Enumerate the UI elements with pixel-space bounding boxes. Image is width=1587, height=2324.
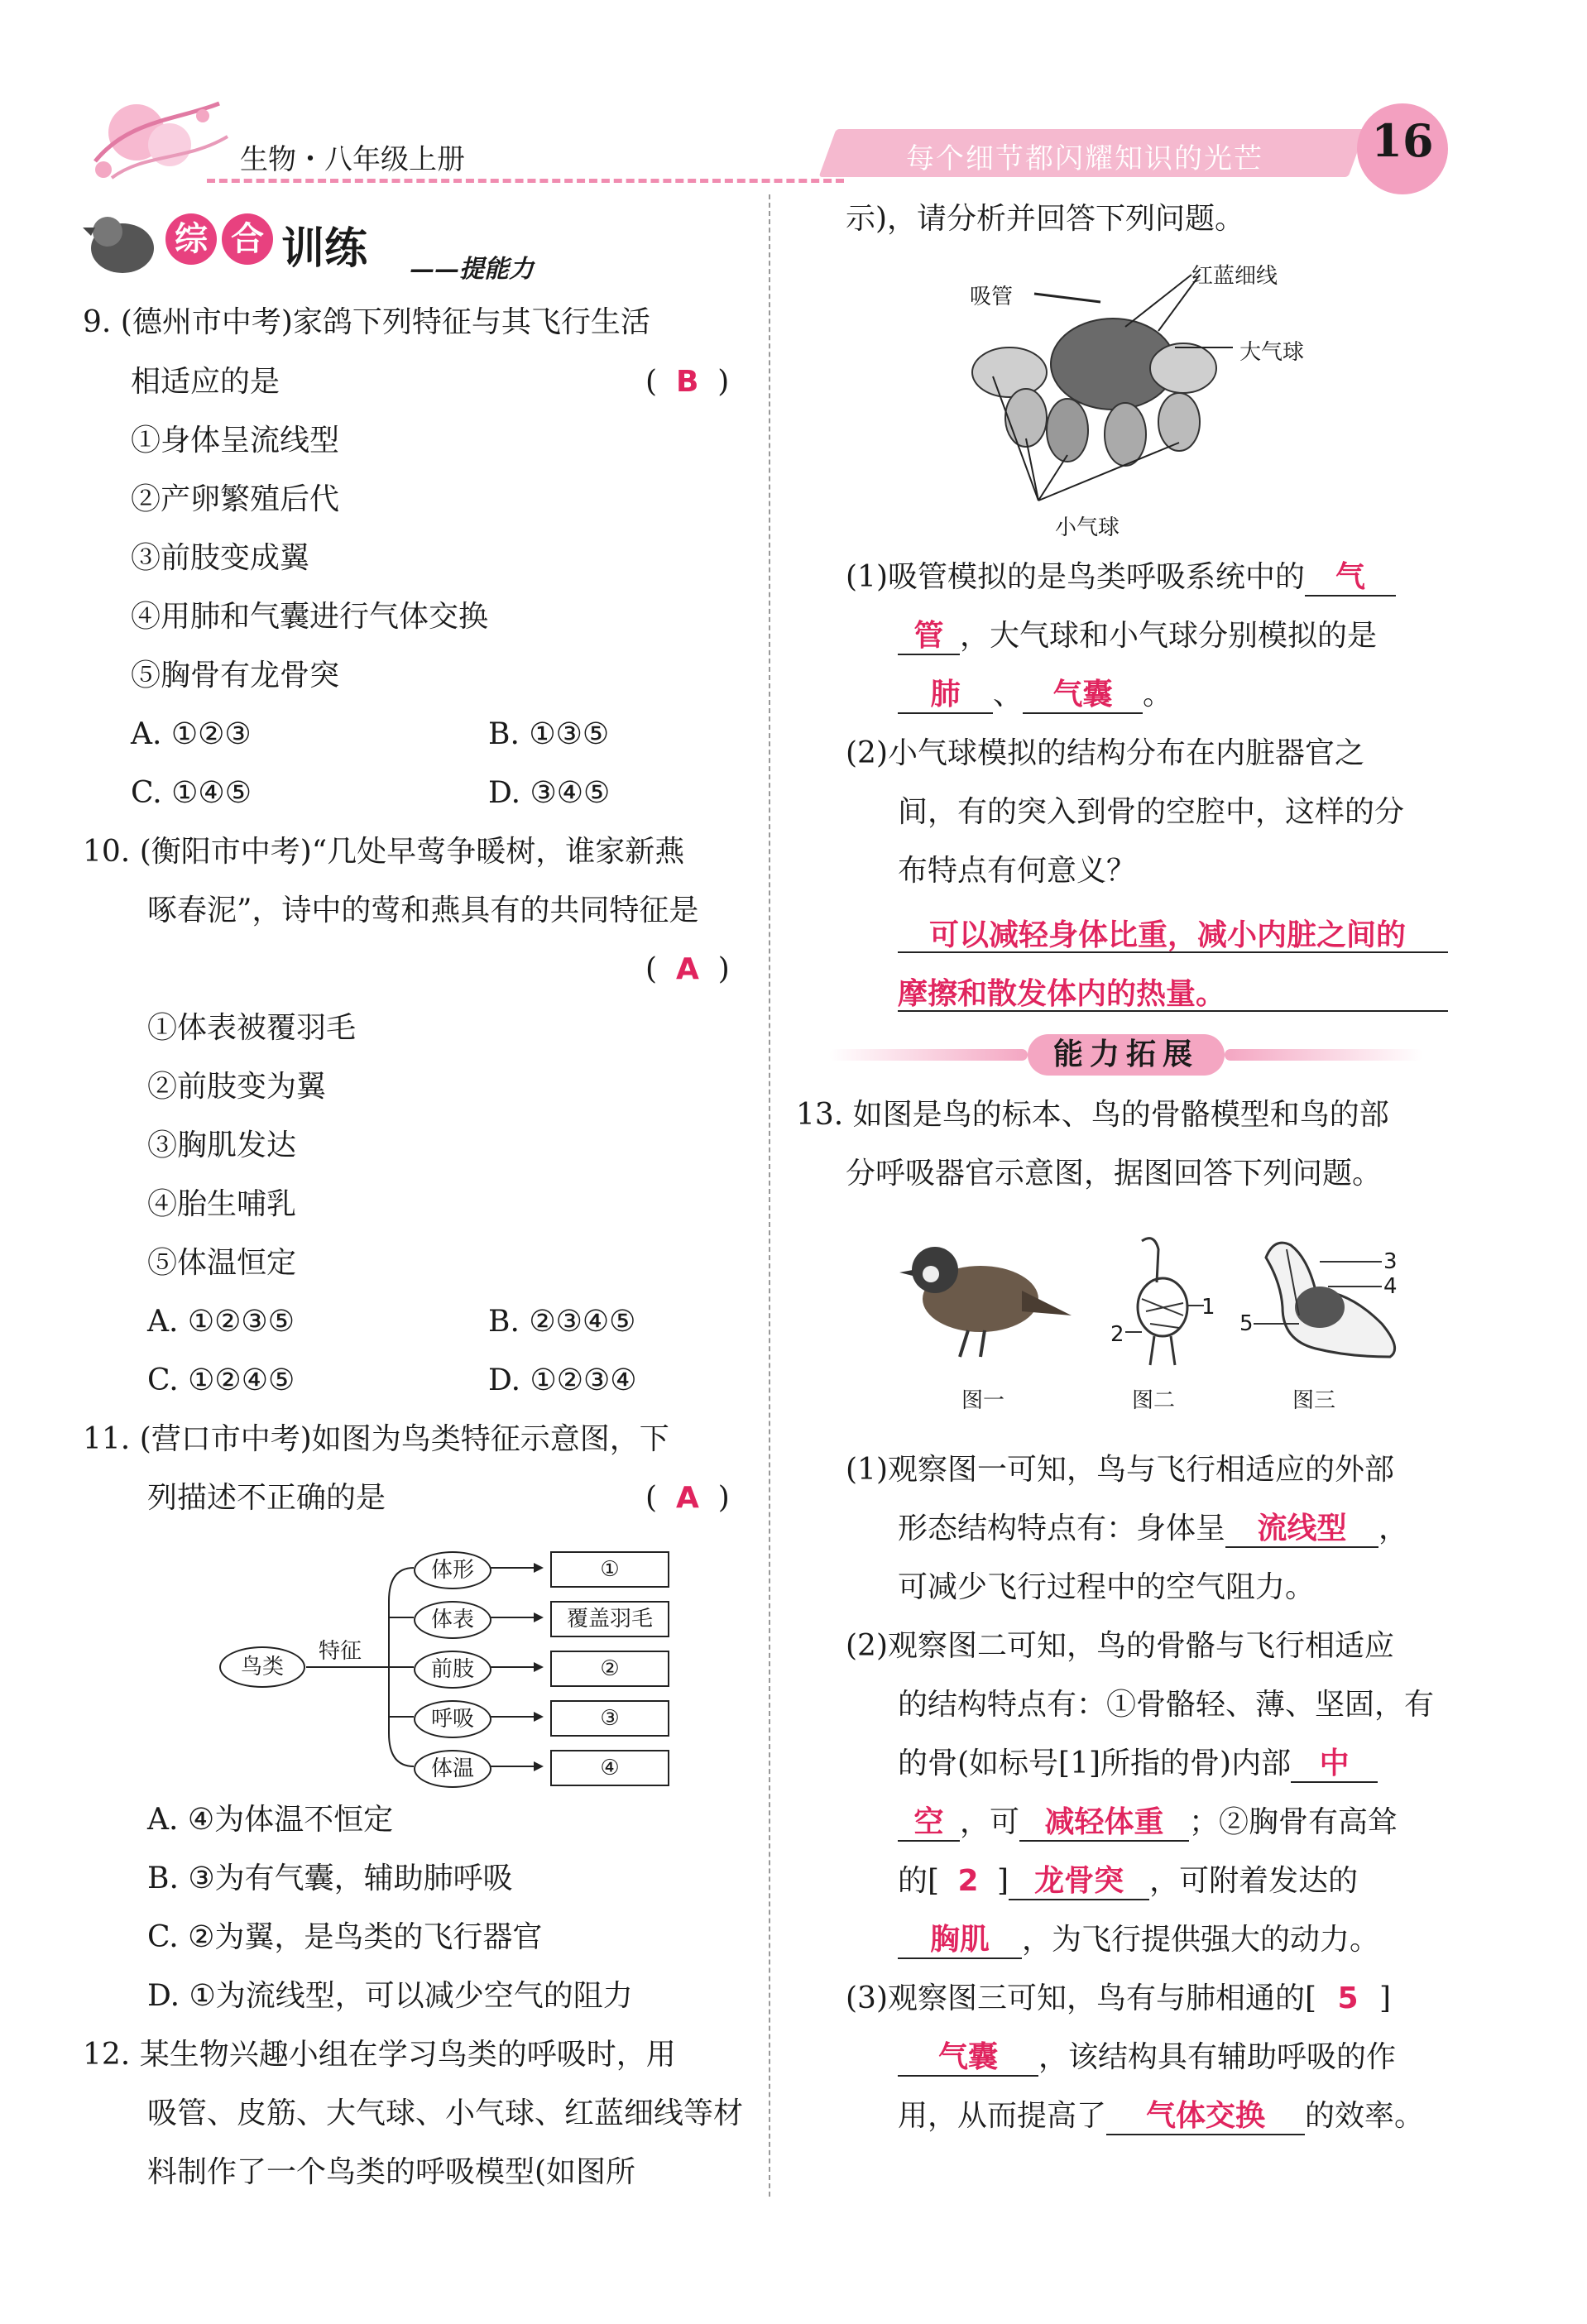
respiration-model-figure — [960, 256, 1357, 521]
q9-answer: B — [675, 365, 699, 399]
fig2-mark-1: 1 — [1201, 1295, 1215, 1320]
diagram-box: ③ — [550, 1700, 669, 1737]
q13-p2-answer-e: 龙骨突 — [1034, 1864, 1124, 1898]
q13-p3-answer-b: 气囊 — [937, 2040, 998, 2074]
q12-p2-answer-2: 摩擦和散发体内的热量。 — [898, 977, 1226, 1011]
bird-specimen-figure — [898, 1233, 1072, 1365]
q13-p2-line6 — [898, 1922, 1379, 1959]
q12-p2-answer-1: 可以减轻身体比重，减小内脏之间的 — [929, 918, 1407, 952]
fig3-mark-4: 4 — [1383, 1274, 1398, 1299]
q12-stem-1: 12. 某生物兴趣小组在学习鸟类的呼吸时，用 — [83, 2038, 676, 2072]
q13-p2-line5 — [898, 1863, 1358, 1900]
q13-p3-text: (3)观察图三可知，鸟有与肺相通的[ — [846, 1981, 1317, 2015]
q12-p2-line2: 间，有的突入到骨的空腔中，这样的分 — [898, 795, 1405, 829]
q9-option-a: A. ①②③ — [131, 717, 252, 751]
q11-option-b: B. ③为有气囊，辅助肺呼吸 — [147, 1862, 513, 1895]
book-title: 生物・八年级上册 — [240, 143, 465, 176]
q10-answer-bracket: ( A ) — [645, 952, 730, 986]
q13-p1-text: 形态结构特点有：身体呈 — [898, 1512, 1226, 1545]
section2-title: 能力拓展 — [1052, 1037, 1199, 1071]
q12-stem-3: 料制作了一个鸟类的呼吸模型(如图所 — [147, 2155, 636, 2189]
q12-p1-line1 — [846, 559, 1396, 597]
q10-item: ②前肢变为翼 — [147, 1070, 327, 1104]
diagram-edge-label: 特征 — [319, 1639, 362, 1664]
q13-p3-answer-c: 气体交换 — [1146, 2099, 1266, 2133]
q10-option-a: A. ①②③⑤ — [147, 1305, 295, 1339]
diagram-node: 呼吸 — [414, 1700, 491, 1738]
q9-item: ①身体呈流线型 — [131, 424, 340, 458]
q11-stem-2: 列描述不正确的是 — [147, 1481, 386, 1515]
q10-item: ④胎生哺乳 — [147, 1187, 297, 1221]
figure-label-big-balloon: 大气球 — [1239, 340, 1305, 365]
diagram-node: 体温 — [414, 1750, 491, 1788]
q12-p1-answer-c: 肺 — [930, 678, 961, 712]
q13-p2-answer-a: 中 — [1319, 1747, 1350, 1780]
q10-option-b: B. ②③④⑤ — [488, 1305, 636, 1339]
diagram-root-oval: 鸟类 — [219, 1646, 305, 1688]
q10-item: ③胸肌发达 — [147, 1128, 297, 1162]
q11-stem-1: 11. (营口市中考)如图为鸟类特征示意图，下 — [83, 1422, 669, 1456]
q12-p2-answer-line-2 — [898, 970, 1448, 1012]
q12-p1-answer-b: 管 — [913, 619, 944, 653]
q13-p2-answer-d: 2 — [957, 1864, 979, 1898]
q13-p1-line1: (1)观察图一可知，鸟与飞行相适应的外部 — [846, 1453, 1394, 1487]
q11-option-a: A. ④为体温不恒定 — [147, 1803, 394, 1837]
q10-option-d: D. ①②③④ — [488, 1363, 637, 1397]
fig2-mark-2: 2 — [1110, 1322, 1124, 1347]
q13-stem-2: 分呼吸器官示意图，据图回答下列问题。 — [846, 1157, 1383, 1191]
q13-p2-line4 — [898, 1804, 1398, 1842]
q9-option-b: B. ①③⑤ — [488, 717, 610, 751]
q13-p1-line2 — [898, 1511, 1408, 1548]
q13-p2-line4-end: ；②胸骨有高耸 — [1189, 1805, 1398, 1839]
q11-option-d: D. ①为流线型，可以减少空气的阻力 — [147, 1979, 633, 2013]
q9-option-d: D. ③④⑤ — [488, 776, 611, 810]
diagram-box: 覆盖羽毛 — [550, 1601, 669, 1637]
q11-answer-bracket: ( A ) — [645, 1481, 730, 1515]
bird-illustration-icon — [83, 203, 161, 281]
q10-stem-2: 啄春泥”，诗中的莺和燕具有的共同特征是 — [147, 894, 699, 927]
diagram-node: 体表 — [414, 1601, 491, 1639]
q11-option-c: C. ②为翼，是鸟类的飞行器官 — [147, 1920, 543, 1954]
q13-p3-line1 — [846, 1981, 1391, 2016]
q12-stem-continued: 示)，请分析并回答下列问题。 — [846, 202, 1245, 236]
diagram-box: ④ — [550, 1750, 669, 1786]
page-number: 16 — [1371, 114, 1434, 167]
q11-answer: A — [675, 1481, 699, 1515]
q13-p2-bracket-close: ] — [997, 1864, 1009, 1898]
figure-label-thread: 红蓝细线 — [1191, 264, 1278, 289]
q12-p1-line2 — [898, 618, 1377, 655]
q13-p3-line2-end: ，该结构具有辅助呼吸的作 — [1038, 2040, 1397, 2074]
q9-stem-1: 9. (德州市中考)家鸽下列特征与其飞行生活 — [83, 305, 650, 339]
q12-p1-end: 。 — [1143, 678, 1173, 712]
q9-stem-2: 相适应的是 — [131, 365, 280, 399]
q12-p2-line1: (2)小气球模拟的结构分布在内脏器官之 — [846, 736, 1364, 770]
q13-stem-1: 13. 如图是鸟的标本、鸟的骨骼模型和鸟的部 — [796, 1098, 1389, 1132]
q9-item: ②产卵繁殖后代 — [131, 482, 340, 516]
header-dash-line — [207, 179, 844, 183]
q13-p2-line2: 的结构特点有：①骨骼轻、薄、坚固，有 — [898, 1688, 1435, 1722]
q12-p1-line3 — [898, 677, 1172, 714]
q12-p2-answer-line-1 — [898, 912, 1448, 953]
figure-label-small-balloon: 小气球 — [1055, 515, 1120, 540]
q13-p1-line3: 可减少飞行过程中的空气阻力。 — [898, 1570, 1316, 1604]
q13-p3-line3-end: 的效率。 — [1305, 2099, 1425, 2133]
header-slogan: 每个细节都闪耀知识的光芒 — [906, 142, 1263, 175]
diagram-node: 体形 — [414, 1551, 491, 1589]
q13-p2-answer-f: 胸肌 — [929, 1923, 990, 1957]
q13-p3-answer-a: 5 — [1337, 1981, 1359, 2015]
q13-p1-end: ， — [1378, 1512, 1409, 1545]
q13-p3-line3 — [898, 2098, 1424, 2135]
q13-p1-answer: 流线型 — [1257, 1512, 1347, 1545]
fig-caption-2: 图二 — [1132, 1388, 1176, 1413]
q10-stem-1: 10. (衡阳市中考)“几处早莺争暖树，谁家新燕 — [83, 835, 685, 869]
q12-stem-2: 吸管、皮筋、大气球、小气球、红蓝细线等材 — [147, 2096, 744, 2130]
q13-p2-line1: (2)观察图二可知，鸟的骨骼与飞行相适应 — [846, 1629, 1394, 1663]
section-badge-1: 综 — [165, 213, 217, 265]
fig3-mark-5: 5 — [1239, 1311, 1254, 1336]
q13-p2-line5-end: ，可附着发达的 — [1149, 1864, 1359, 1898]
q9-item: ③前肢变成翼 — [131, 541, 310, 575]
section-badge-2: 合 — [222, 213, 273, 265]
fig-caption-3: 图三 — [1292, 1388, 1336, 1413]
section-subtitle: ——提能力 — [410, 255, 534, 284]
q12-p1-answer-a: 气 — [1335, 560, 1365, 594]
diagram-node: 前肢 — [414, 1651, 491, 1689]
q13-p2-answer-b: 空 — [913, 1805, 944, 1839]
q10-option-c: C. ①②④⑤ — [147, 1363, 295, 1397]
q10-item: ⑤体温恒定 — [147, 1246, 297, 1280]
q9-item: ⑤胸骨有龙骨突 — [131, 659, 340, 692]
q12-p1-text: (1)吸管模拟的是鸟类呼吸系统中的 — [846, 560, 1305, 594]
section2-band-left — [829, 1049, 1028, 1061]
q13-p3-line3-start: 用，从而提高了 — [898, 2099, 1107, 2133]
fig3-mark-3: 3 — [1383, 1249, 1398, 1274]
q9-answer-bracket: ( B ) — [645, 365, 730, 399]
q13-p3-bracket-close: ] — [1379, 1981, 1392, 2015]
q13-p2-text: 的骨(如标号[1]所指的骨)内部 — [898, 1747, 1292, 1780]
q9-option-c: C. ①④⑤ — [131, 776, 252, 810]
q12-p1-answer-d: 气囊 — [1052, 678, 1113, 712]
fig-caption-1: 图一 — [961, 1388, 1005, 1413]
section-title: 训练 — [281, 224, 368, 274]
q12-p1-text2: ，大气球和小气球分别模拟的是 — [960, 619, 1378, 653]
q13-p2-bracket-open: 的[ — [898, 1864, 940, 1898]
section2-band-right — [1225, 1049, 1423, 1061]
q13-p2-answer-c: 减轻体重 — [1044, 1805, 1164, 1839]
q9-item: ④用肺和气囊进行气体交换 — [131, 600, 489, 634]
q10-item: ①体表被覆羽毛 — [147, 1011, 357, 1045]
q13-p2-line3 — [898, 1746, 1378, 1783]
column-divider — [769, 194, 770, 2197]
q13-p2-mid: ，可 — [960, 1805, 1020, 1839]
q13-p2-line6-end: ，为飞行提供强大的动力。 — [1022, 1923, 1380, 1957]
q13-p3-line2 — [898, 2039, 1396, 2077]
figure-label-straw: 吸管 — [970, 285, 1014, 309]
q10-answer: A — [675, 952, 699, 986]
q12-p1-sep: 、 — [993, 678, 1024, 712]
diagram-box: ① — [550, 1551, 669, 1588]
diagram-box: ② — [550, 1651, 669, 1687]
q12-p2-line3: 布特点有何意义？ — [898, 854, 1137, 888]
